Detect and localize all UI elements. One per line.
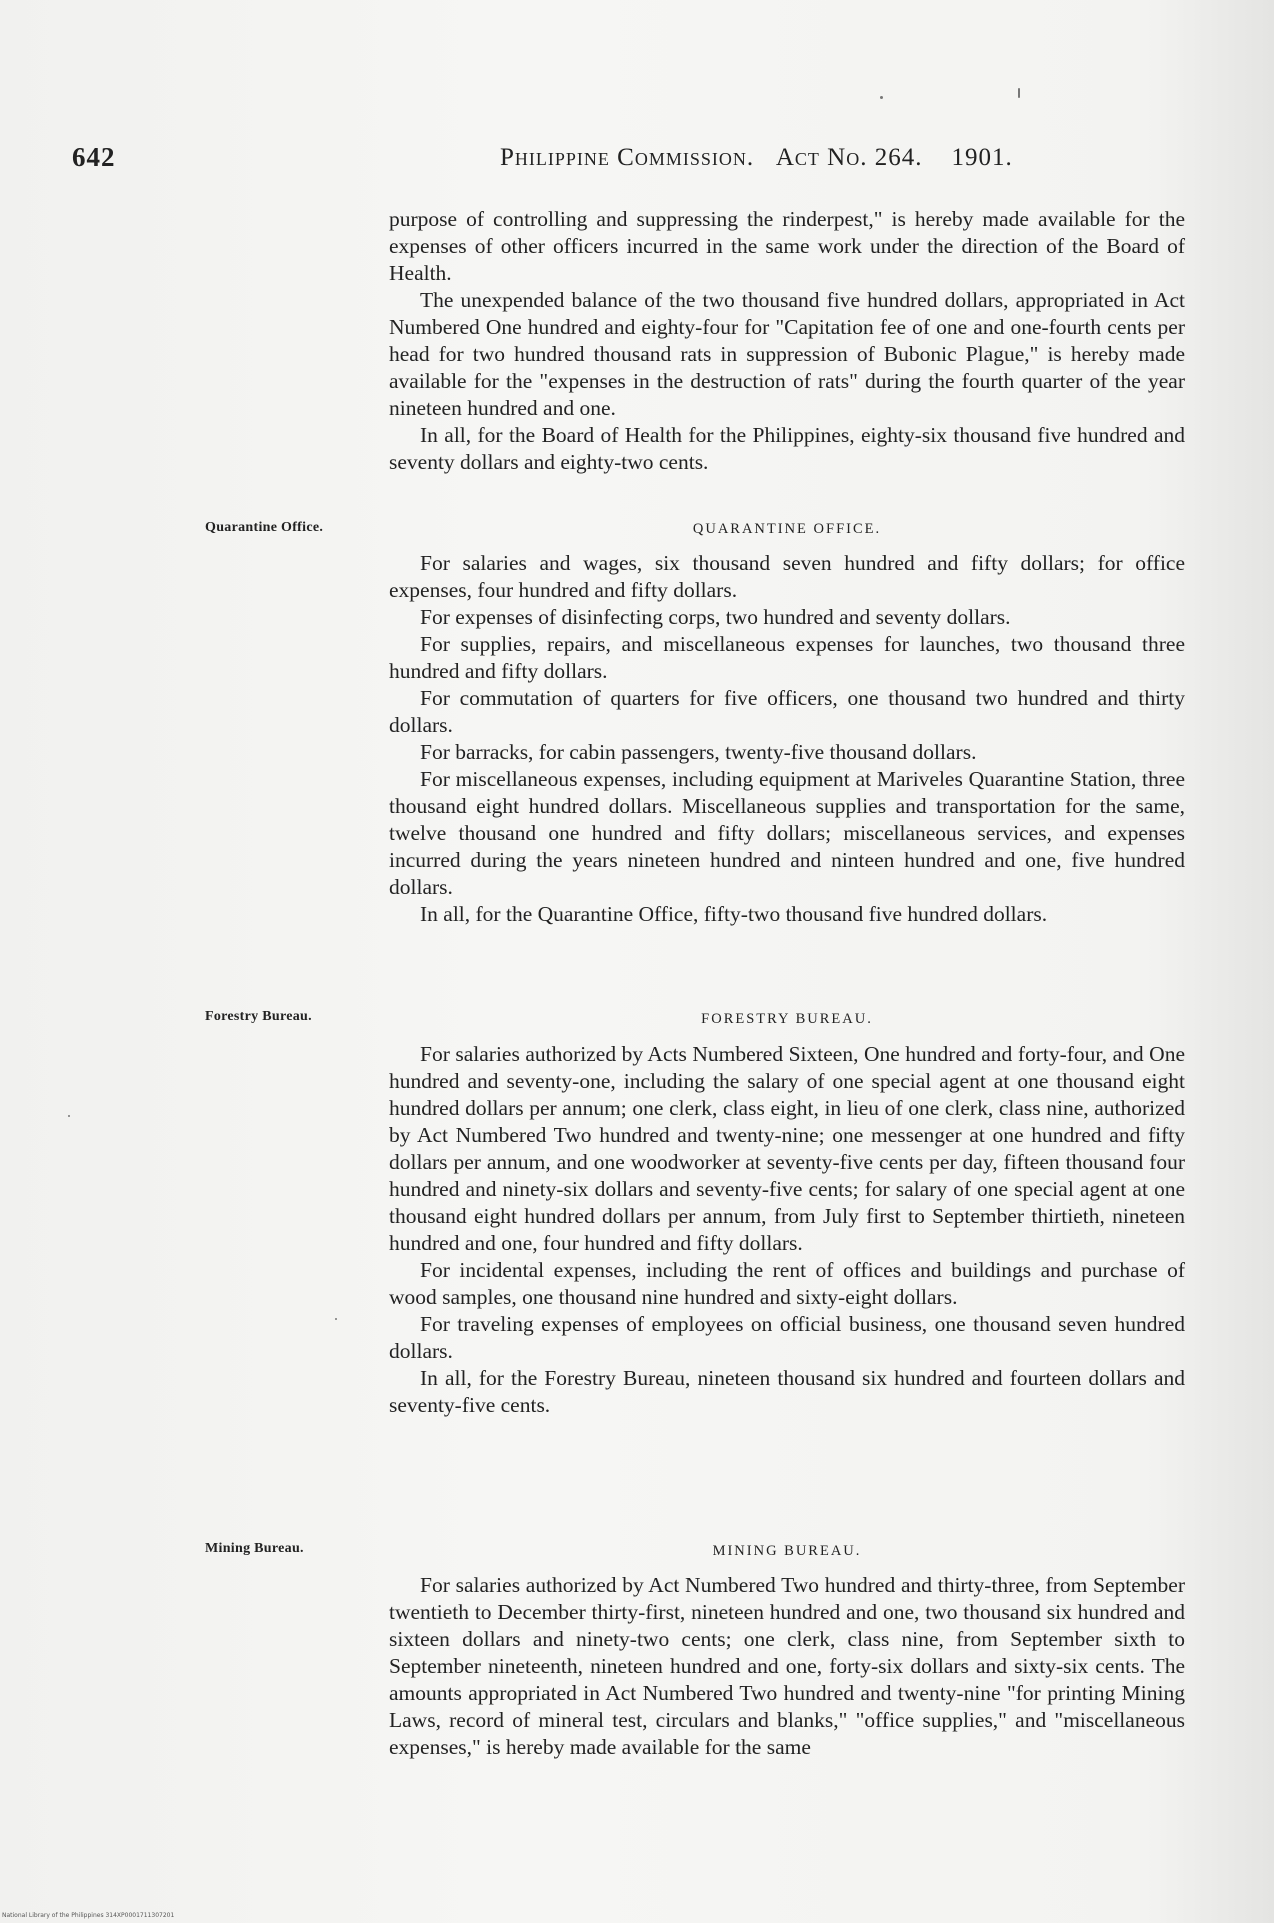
running-head-year: 1901. [951, 144, 1013, 171]
paragraph: For supplies, repairs, and miscellaneous expenses for launches, two thousand three hundred and fifty dollars. [389, 632, 1185, 683]
paragraph: In all, for the Forestry Bureau, nineteen thousand six hundred and fourteen dollars and seventy-five cents. [389, 1366, 1185, 1417]
margin-note-quarantine: Quarantine Office. [205, 520, 324, 535]
section-heading-quarantine: QUARANTINE OFFICE. [692, 521, 882, 537]
running-head-act: Act No. 264. [775, 144, 923, 171]
paragraph: For incidental expenses, including the rent of offices and buildings and purchase of wood samples, one thousand nine hundred and sixty-eight dollars. [389, 1258, 1185, 1309]
running-head-commission: Philippine Commission. [500, 144, 755, 171]
scan-speck [335, 1318, 337, 1320]
scan-speck [1018, 88, 1020, 98]
section-heading-mining: MINING BUREAU. [712, 1543, 862, 1559]
board-of-health-continuation [389, 206, 1185, 476]
mining-bureau-section [389, 1572, 1185, 1761]
scan-speck [68, 1115, 70, 1117]
paragraph: For commutation of quarters for five officers, one thousand two hundred and thirty dollars. [389, 686, 1185, 737]
paragraph: For barracks, for cabin passengers, twenty-five thousand dollars. [420, 740, 977, 764]
running-head [500, 144, 1013, 172]
paragraph: For expenses of disinfecting corps, two hundred and seventy dollars. [420, 605, 1011, 629]
paragraph: For salaries authorized by Acts Numbered Sixteen, One hundred and forty-four, and One hundred and seventy-one, including the salary of one special agent at one thousand eight hundred dollars per annum; one clerk, class eight, in lieu of one clerk, class nine, authorized by Act Numbered Two hundred and twenty-nine; one messenger at one hundred and fifty dollars per annum, and one woodworker at seventy-five cents per day, fifteen thousand four hundred and ninety-six dollars and seventy-five cents; for salary of one special agent at one thousand eight hundred dollars per annum, from July first to September thirtieth, nineteen hundred and one, four hundred and fifty dollars. [389, 1042, 1185, 1255]
paragraph: For salaries authorized by Act Numbered Two hundred and thirty-three, from September twentieth to December thirty-first, nineteen hundred and one, two thousand six hundred and sixteen dollars and ninety-two cents; one clerk, class nine, from September sixth to September nineteenth, nineteen hundred and one, forty-six dollars and sixty-six cents. The amounts appropriated in Act Numbered Two hundred and twenty-nine "for printing Mining Laws, record of mineral test, circulars and blanks," "office supplies," and "miscellaneous expenses," is hereby made available for the same [389, 1573, 1185, 1759]
section-heading-forestry: FORESTRY BUREAU. [701, 1011, 873, 1027]
margin-note-mining: Mining Bureau. [205, 1541, 304, 1556]
margin-note-forestry: Forestry Bureau. [205, 1009, 312, 1024]
page-number: 642 [72, 142, 116, 172]
paragraph: In all, for the Board of Health for the Philippines, eighty-six thousand five hundred and seventy dollars and eighty-two cents. [389, 423, 1185, 474]
paragraph: In all, for the Quarantine Office, fifty-two thousand five hundred dollars. [420, 902, 1048, 926]
paragraph: For traveling expenses of employees on official business, one thousand seven hundred dollars. [389, 1312, 1185, 1363]
quarantine-office-section [389, 550, 1185, 928]
paragraph: For miscellaneous expenses, including equipment at Mariveles Quarantine Station, three thousand eight hundred dollars. Miscellaneous supplies and transportation for the same, twelve thousand one hundred and fifty dollars; miscellaneous services, and expenses incurred during the years nineteen hundred and ninteen hundred and one, five hundred dollars. [389, 767, 1185, 899]
scan-footer-note: National Library of the Philippines 314XP0001711307201 [2, 1912, 175, 1919]
forestry-bureau-section [389, 1041, 1185, 1419]
paragraph: For salaries and wages, six thousand seven hundred and fifty dollars; for office expenses, four hundred and fifty dollars. [389, 551, 1185, 602]
paragraph: purpose of controlling and suppressing the rinderpest," is hereby made available for the expenses of other officers incurred in the same work under the direction of the Board of Health. [389, 207, 1185, 285]
scan-speck [880, 96, 883, 99]
paragraph: The unexpended balance of the two thousand five hundred dollars, appropriated in Act Numbered One hundred and eighty-four for "Capitation fee of one and one-fourth cents per head for two hundred thousand rats in suppression of Bubonic Plague," is hereby made available for the "expenses in the destruction of rats" during the fourth quarter of the year nineteen hundred and one. [389, 288, 1185, 420]
